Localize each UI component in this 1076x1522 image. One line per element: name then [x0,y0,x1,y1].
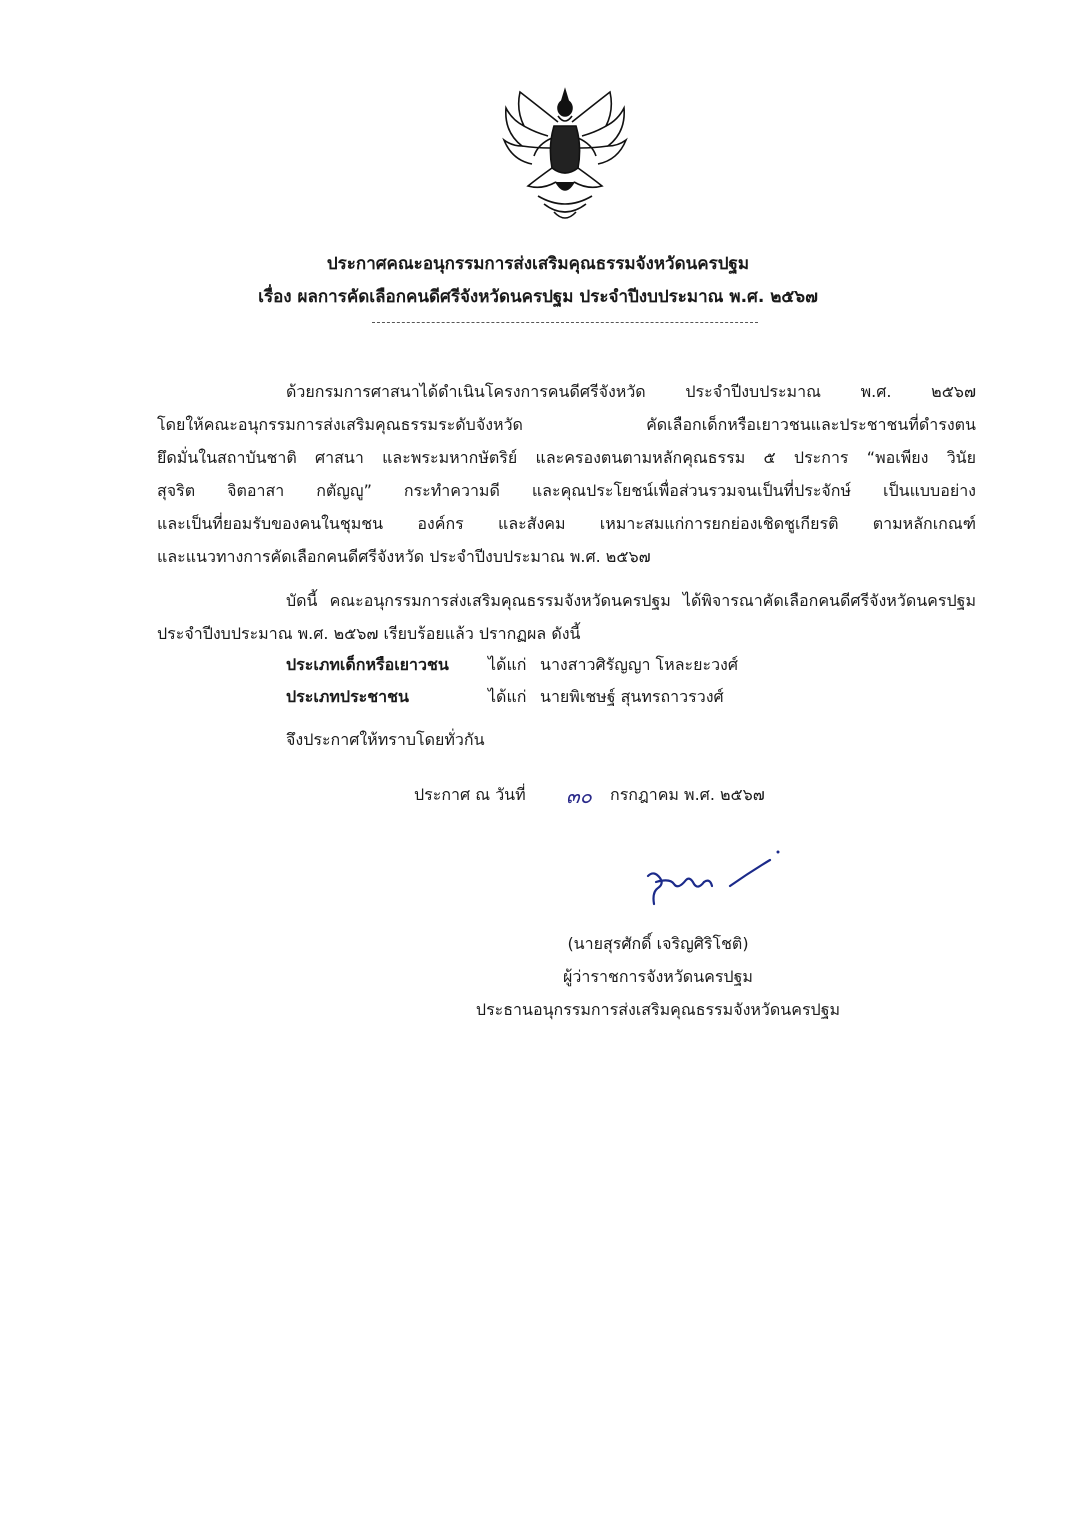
paragraph1-line: โดยให้คณะอนุกรรมการส่งเสริมคุณธรรมระดับจังหวัด คัดเลือกเด็กหรือเยาวชนและประชาชนที่ดำรงตน [157,415,976,434]
separator-dashed-line [372,322,758,323]
date-day-handwritten: ๓๐ [566,784,592,808]
paragraph1-line: ยึดมั่นในสถาบันชาติ ศาสนา และพระมหากษัตริย์ และครองตนตามหลักคุณธรรม ๕ ประการ “พอเพียง วินัย [157,448,976,467]
result-name-public: นายพิเชษฐ์ สุนทรถาวรวงศ์ [540,687,724,706]
garuda-emblem-icon [498,86,633,226]
signatory-name: (นายสุรศักดิ์ เจริญศิริโชติ) [567,934,749,953]
result-category-public: ประเภทประชาชน [286,687,409,706]
paragraph2-line: บัดนี้ คณะอนุกรรมการส่งเสริมคุณธรรมจังหวัดนครปฐม ได้พิจารณาคัดเลือกคนดีศรีจังหวัดนครปฐม [286,591,976,610]
result-prefix: ได้แก่ [488,655,527,674]
signature-icon [640,848,790,918]
date-prefix: ประกาศ ณ วันที่ [414,785,526,804]
closing-statement: จึงประกาศให้ทราบโดยทั่วกัน [286,730,485,749]
result-name-youth: นางสาวศิรัญญา โหละยะวงศ์ [540,655,739,674]
result-category-youth: ประเภทเด็กหรือเยาวชน [286,655,449,674]
paragraph2-line: ประจำปีงบประมาณ พ.ศ. ๒๕๖๗ เรียบร้อยแล้ว ปรากฏผล ดังนี้ [157,624,581,643]
announcement-subject: เรื่อง ผลการคัดเลือกคนดีศรีจังหวัดนครปฐม ประจำปีงบประมาณ พ.ศ. ๒๕๖๗ [258,287,818,307]
signatory-position: ผู้ว่าราชการจังหวัดนครปฐม [563,967,753,986]
announcement-title: ประกาศคณะอนุกรรมการส่งเสริมคุณธรรมจังหวัดนครปฐม [326,254,750,274]
result-prefix: ได้แก่ [488,687,527,706]
paragraph1-line: สุจริต จิตอาสา กตัญญู” กระทำความดี และคุณประโยชน์เพื่อส่วนรวมจนเป็นที่ประจักษ์ เป็นแบบอย่าง [157,481,976,500]
paragraph1-line: และเป็นที่ยอมรับของคนในชุมชน องค์กร และสังคม เหมาะสมแก่การยกย่องเชิดชูเกียรติ ตามหลักเกณฑ์ [157,514,976,533]
paragraph1-line: ด้วยกรมการศาสนาได้ดำเนินโครงการคนดีศรีจังหวัด ประจำปีงบประมาณ พ.ศ. ๒๕๖๗ [286,382,976,401]
date-month-year: กรกฎาคม พ.ศ. ๒๕๖๗ [610,785,765,804]
paragraph1-line: และแนวทางการคัดเลือกคนดีศรีจังหวัด ประจำปีงบประมาณ พ.ศ. ๒๕๖๗ [157,547,651,566]
signatory-chair-position: ประธานอนุกรรมการส่งเสริมคุณธรรมจังหวัดนครปฐม [475,1000,841,1019]
